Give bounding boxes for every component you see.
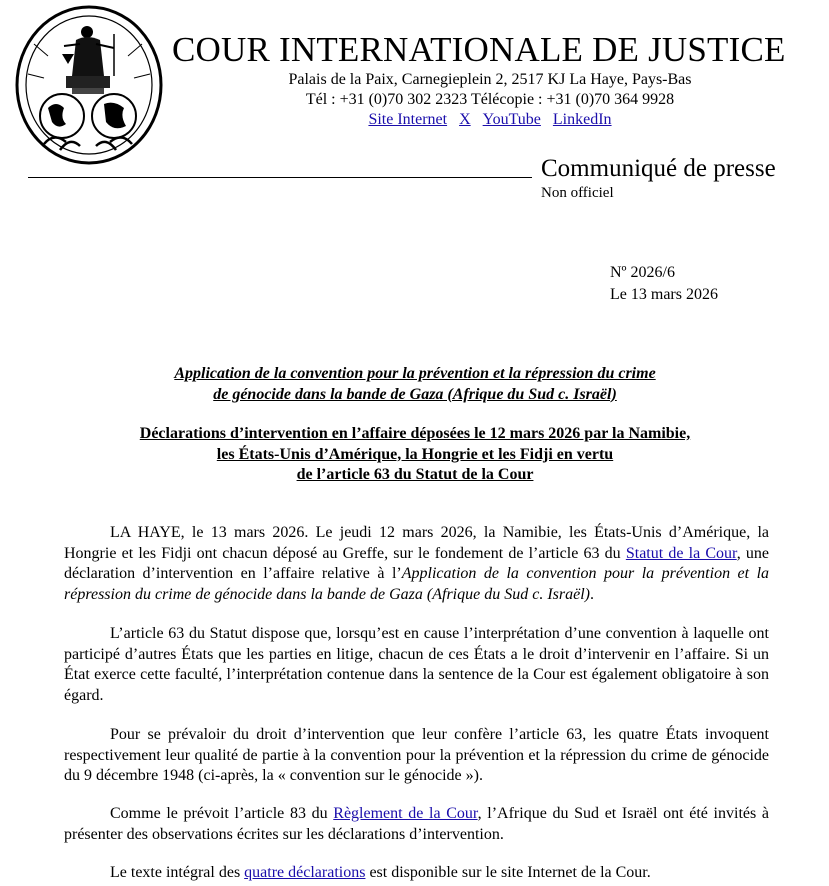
paragraph-4: Comme le prévoit l’article 83 du Règlement de la Cour, l’Afrique du Sud et Israël ont été invités à présenter des observations écrites sur les déclarations d’intervention. [64,805,769,843]
case-title-line: de génocide dans la bande de Gaza (Afrique du Sud c. Israël) [213,385,617,403]
link-youtube[interactable]: YouTube [482,111,541,128]
link-website[interactable]: Site Internet [368,111,448,128]
paragraph-5: Le texte intégral des quatre déclarations est disponible sur le site Internet de la Cour. [110,864,651,881]
subtitle-line: Déclarations d’intervention en l’affaire déposées le 12 mars 2026 par la Namibie, [139,425,691,442]
header-divider [28,177,532,178]
header-links [200,110,780,130]
rules-of-court-link[interactable]: Règlement de la Cour [333,805,478,822]
paragraph-1: LA HAYE, le 13 mars 2026. Le jeudi 12 mars 2026, la Namibie, les États-Unis d’Amérique, la Hongrie et les Fidji ont chacun déposé au Greffe, sur le fondement de l’article 63 du Statut de la Cour, une déclaration d’intervention en l’affaire relative à l’Application de la convention pour la prévention et la répression du crime de génocide dans la bande de Gaza (Afrique du Sud c. Israël). [64,524,770,603]
link-x[interactable]: X [459,111,471,128]
paragraph-3: Pour se prévaloir du droit d’intervention que leur confère l’article 63, les quatre États invoquent respectivement leur qualité de partie à la convention pour la prévention et la répression du crime de génocide du 9 décembre 1948 (ci-après, la « convention sur le génocide »). [64,726,769,784]
declarations-link[interactable]: quatre déclarations [244,864,366,881]
court-name: COUR INTERNATIONALE DE JUSTICE [172,30,786,69]
press-release-heading: Communiqué de presse [541,155,776,182]
court-seal-logo [14,4,164,166]
unofficial-label: Non officiel [541,185,614,201]
release-subtitle [60,424,770,486]
case-title [60,364,770,405]
press-release-number: Nº 2026/6 [610,264,675,281]
press-release-date: Le 13 mars 2026 [610,286,718,303]
paragraph-2: L’article 63 du Statut dispose que, lorsqu’est en cause l’interprétation d’une convention à laquelle ont participé d’autres États que les parties en litige, chacun de ces États a le droit d’intervenir en l’affaire. Si un État exerce cette faculté, l’interprétation contenue dans la sentence de la Cour est également obligatoire à son égard. [64,625,769,704]
contact-line: Tél : +31 (0)70 302 2323 Télécopie : +31 (0)70 364 9928 [305,91,675,108]
statute-link[interactable]: Statut de la Cour [625,544,737,562]
case-title-line: Application de la convention pour la prévention et la répression du crime [174,365,656,382]
link-linkedin[interactable]: LinkedIn [552,111,612,128]
address-line: Palais de la Paix, Carnegieplein 2, 2517 KJ La Haye, Pays-Bas [288,71,692,88]
subtitle-line: les États-Unis d’Amérique, la Hongrie et les Fidji en vertu [216,445,614,463]
subtitle-line: de l’article 63 du Statut de la Cour [296,466,534,483]
